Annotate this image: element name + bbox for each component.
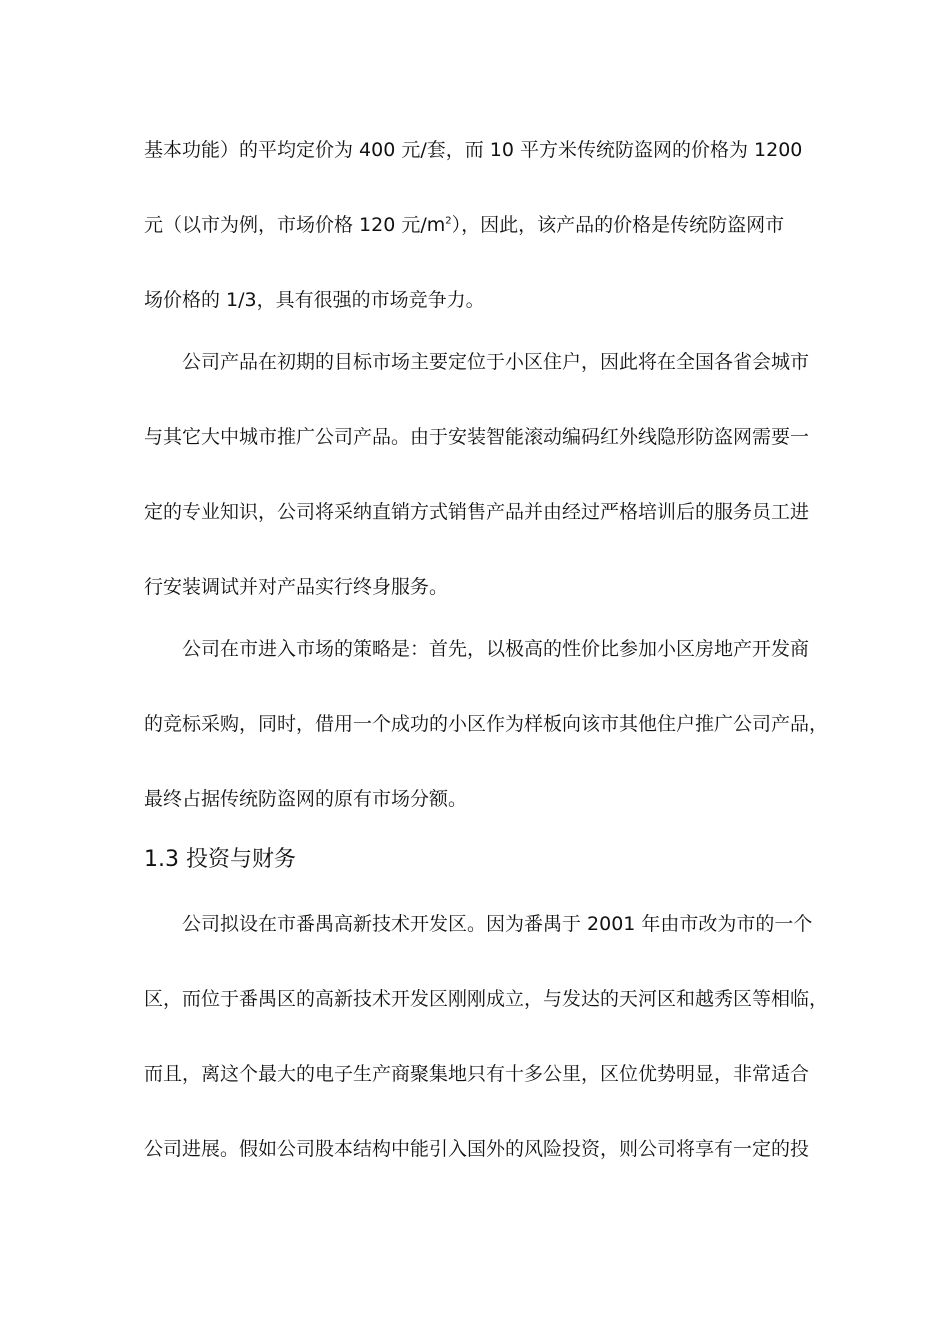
paragraph-line: 而且，离这个最大的电子生产商聚集地只有十多公里，区位优势明显，非常适合 bbox=[144, 1063, 810, 1085]
paragraph-line: 公司进展。假如公司股本结构中能引入国外的风险投资，则公司将享有一定的投 bbox=[144, 1138, 810, 1160]
text-span: 元（以市为例，市场价格 120 元/m bbox=[144, 214, 446, 236]
text-span: ），因此，该产品的价格是传统防盗网市 bbox=[451, 214, 785, 236]
paragraph-line: 公司拟设在市番禺高新技术开发区。因为番禺于 2001 年由市改为市的一个 bbox=[182, 913, 813, 935]
paragraph-line bbox=[144, 212, 834, 238]
paragraph-line: 基本功能）的平均定价为 400 元/套，而 10 平方米传统防盗网的价格为 1200 bbox=[144, 139, 803, 161]
paragraph-line: 场价格的 1/3，具有很强的市场竞争力。 bbox=[144, 289, 485, 311]
paragraph-line: 定的专业知识，公司将采纳直销方式销售产品并由经过严格培训后的服务员工进 bbox=[144, 501, 810, 523]
paragraph-line: 的竞标采购，同时，借用一个成功的小区作为样板向该市其他住户推广公司产品， bbox=[144, 713, 829, 735]
paragraph-line: 公司在市进入市场的策略是：首先，以极高的性价比参加小区房地产开发商 bbox=[182, 638, 810, 660]
paragraph-line: 行安装调试并对产品实行终身服务。 bbox=[144, 576, 449, 598]
superscript: 2 bbox=[445, 215, 452, 227]
paragraph-line: 最终占据传统防盗网的原有市场分额。 bbox=[144, 788, 468, 810]
paragraph-line: 与其它大中城市推广公司产品。由于安装智能滚动编码红外线隐形防盗网需要一 bbox=[144, 426, 810, 448]
paragraph-line: 区，而位于番禺区的高新技术开发区刚刚成立，与发达的天河区和越秀区等相临， bbox=[144, 988, 829, 1010]
paragraph-line: 公司产品在初期的目标市场主要定位于小区住户，因此将在全国各省会城市 bbox=[182, 351, 810, 373]
section-heading: 1.3 投资与财务 bbox=[144, 847, 296, 872]
